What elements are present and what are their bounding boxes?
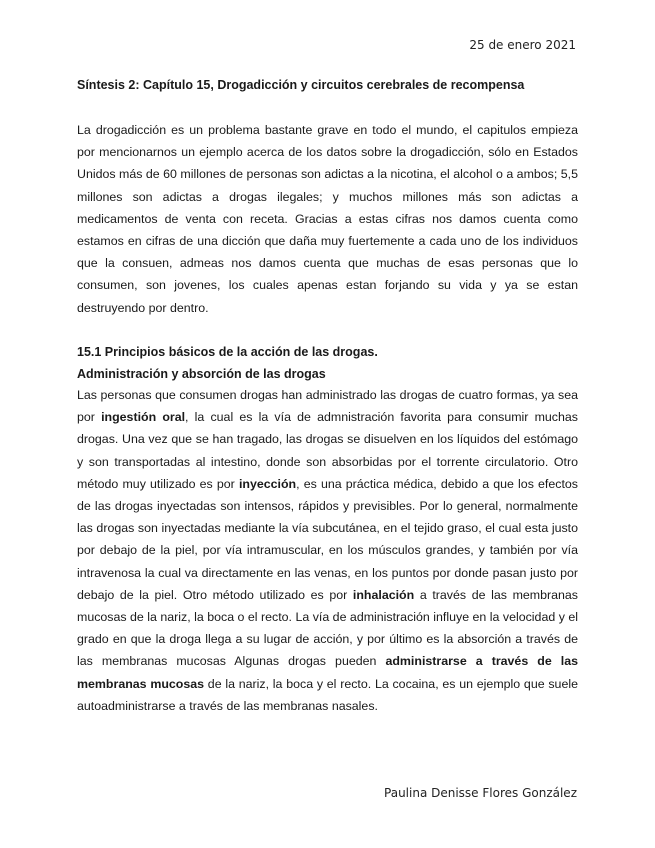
bold-term-membranas-mucosas: administrarse a través de las membranas mucosas xyxy=(77,654,578,691)
body-text-segment: Las personas que consumen drogas han administrado las drogas de cuatro formas, ya sea por xyxy=(77,388,578,425)
intro-paragraph: La drogadicción es un problema bastante grave en todo el mundo, el capitulos empieza por mencionarnos un ejemplo acerca de los datos sobre la drogadicción, sólo en Estados Unidos más de 60 millones de personas son adictas a la nicotina, el alcohol o a ambos; 5,5 millones son adictas a drogas ilegales; y muchos millones más son adictas a medicamentos de venta con receta. Gracias a estas cifras nos damos cuenta como estamos en cifras de una dicción que daña muy fuertemente a cada uno de los individuos que la consuen, admeas nos damos cuenta que muchas de esas personas que lo consumen, son jovenes, los cuales apenas estan forjando su vida y ya se estan destruyendo por dentro. xyxy=(77,123,578,315)
body-text-segment: , es una práctica médica, debido a que los efectos de las drogas inyectadas son intensos, rápidos y previsibles. Por lo general, normalmente las drogas son inyectadas mediante la vía subcutánea, en el tejido graso, el cual esta justo por debajo de la piel, por vía intramuscular, en los músculos grandes, y también por vía intravenosa la cual va directamente en las venas, en los puntos por donde pasan justo por debajo de la piel. Otro método utilizado es por xyxy=(77,476,578,602)
section-heading: 15.1 Principios básicos de la acción de las drogas. xyxy=(77,345,378,359)
author-signature: Paulina Denisse Flores González xyxy=(384,786,577,800)
subsection-heading: Administración y absorción de las drogas xyxy=(77,367,326,381)
body-text-segment: , la cual es la vía de admnistración favorita para consumir muchas drogas. Una vez que se han tragado, las drogas se disuelven en los líquidos del estómago y son transportadas al intestino, donde son absorbidas por el torrente circulatorio. Otro método muy utilizado es por xyxy=(77,410,578,491)
bold-term-ingestion-oral: ingestión oral xyxy=(101,410,186,425)
body-paragraph xyxy=(77,384,578,717)
body-text-segment: a través de las membranas mucosas de la nariz, la boca o el recto. La vía de administración influye en la velocidad y el grado en que la droga llega a su lugar de acción, y por último es la absorción a través de las membranas mucosas Algunas drogas pueden xyxy=(77,587,579,669)
bold-term-inyeccion: inyección xyxy=(238,476,297,491)
bold-term-inhalacion: inhalación xyxy=(352,587,415,602)
body-text-segment: de la nariz, la boca y el recto. La cocaina, es un ejemplo que suele autoadministrarse a través de las membranas nasales. xyxy=(77,676,578,713)
document-date: 25 de enero 2021 xyxy=(469,38,576,52)
document-title: Síntesis 2: Capítulo 15, Drogadicción y circuitos cerebrales de recompensa xyxy=(77,78,525,92)
